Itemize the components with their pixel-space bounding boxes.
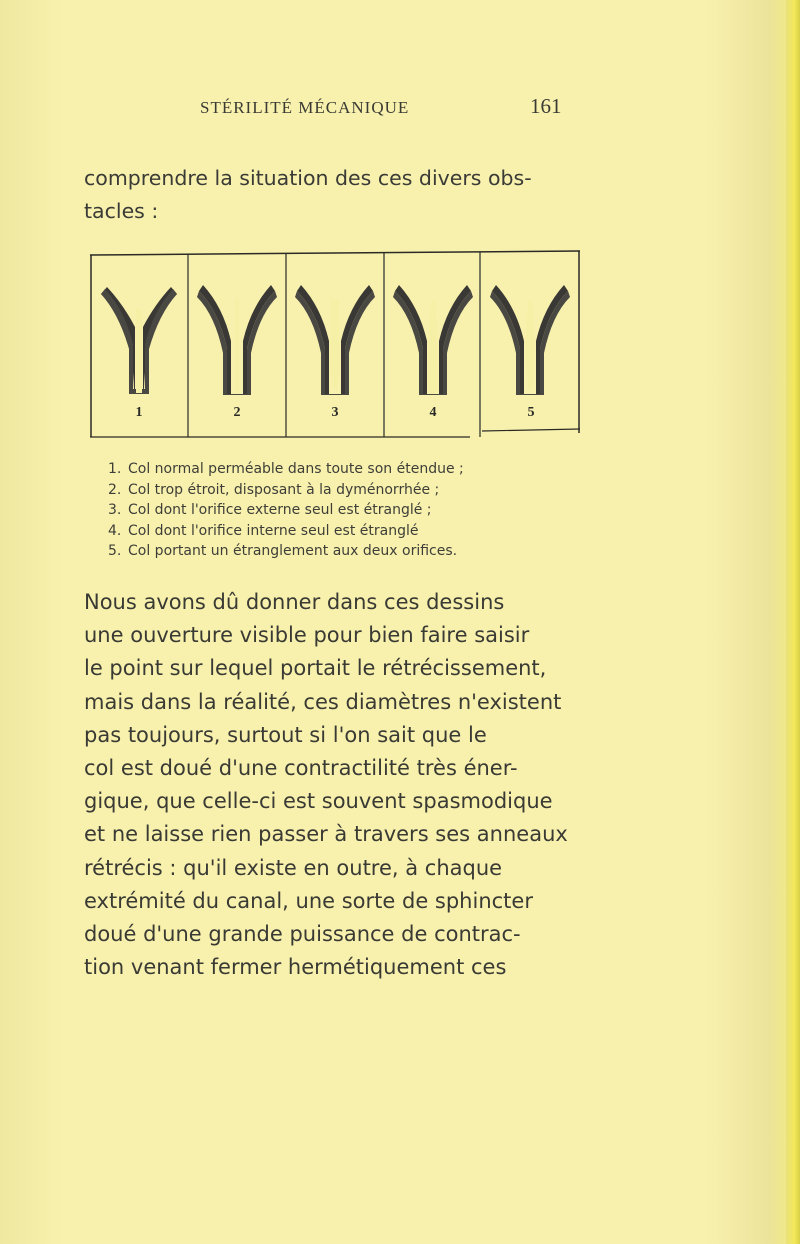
body-line: rétrécis : qu'il existe en outre, à chaque — [84, 855, 503, 880]
body-line: Nous avons dû donner dans ces dessins — [84, 590, 505, 614]
caption-row — [108, 480, 578, 501]
caption-text: Col normal perméable dans toute son étendue ; — [128, 461, 464, 477]
intro-line: tacles : — [84, 199, 159, 223]
cervix-shape-5 — [490, 285, 570, 395]
caption-number: 5. — [108, 543, 122, 559]
figure-label-3: 3 — [331, 405, 339, 420]
body-line: mais dans la réalité, ces diamètres n'existent — [84, 689, 562, 714]
figure-label-2: 2 — [233, 405, 241, 420]
caption-text: Col trop étroit, disposant à la dyménorrhée ; — [128, 481, 440, 498]
body-line: gique, que celle-ci est souvent spasmodique — [84, 789, 553, 814]
caption-row — [108, 521, 578, 542]
running-title: STÉRILITÉ MÉCANIQUE — [200, 98, 410, 117]
figure-captions — [108, 459, 578, 562]
caption-row — [108, 500, 578, 521]
caption-number: 1. — [108, 461, 122, 477]
caption-number: 2. — [108, 481, 122, 498]
body-line: extrémité du canal, une sorte de sphincter — [84, 888, 533, 913]
caption-number: 4. — [108, 522, 122, 539]
caption-row — [108, 541, 578, 562]
caption-row — [108, 459, 578, 480]
figure-label-5: 5 — [527, 405, 535, 420]
body-line: col est doué d'une contractilité très éner- — [84, 756, 518, 781]
body-line: tion venant fermer hermétiquement ces — [84, 955, 507, 980]
body-line: une ouverture visible pour bien faire saisir — [84, 623, 530, 648]
cervix-shape-1 — [101, 287, 177, 394]
intro-line: comprendre la situation des ces divers obs- — [84, 166, 532, 190]
caption-number: 3. — [108, 502, 122, 518]
cervix-shape-3 — [295, 285, 375, 395]
cervix-shape-4 — [393, 285, 473, 395]
figure-label-1: 1 — [135, 405, 143, 420]
body-line: doué d'une grande puissance de contrac- — [84, 922, 521, 947]
running-header — [200, 94, 610, 128]
page-edge — [786, 0, 800, 1244]
intro-paragraph — [84, 162, 614, 228]
figure-label-4: 4 — [429, 405, 437, 420]
cervix-shape-2 — [197, 285, 277, 395]
page-number: 161 — [530, 94, 562, 118]
body-line: pas toujours, surtout si l'on sait que le — [84, 722, 487, 747]
caption-text: Col portant un étranglement aux deux orifices. — [128, 543, 458, 559]
caption-text: Col dont l'orifice externe seul est étranglé ; — [128, 502, 432, 518]
body-line: et ne laisse rien passer à travers ses anneaux — [84, 822, 568, 847]
caption-text: Col dont l'orifice interne seul est étranglé — [128, 522, 419, 539]
body-line: le point sur lequel portait le rétrécissement, — [84, 656, 547, 681]
cervix-figure — [90, 249, 580, 439]
body-paragraph — [84, 586, 624, 984]
